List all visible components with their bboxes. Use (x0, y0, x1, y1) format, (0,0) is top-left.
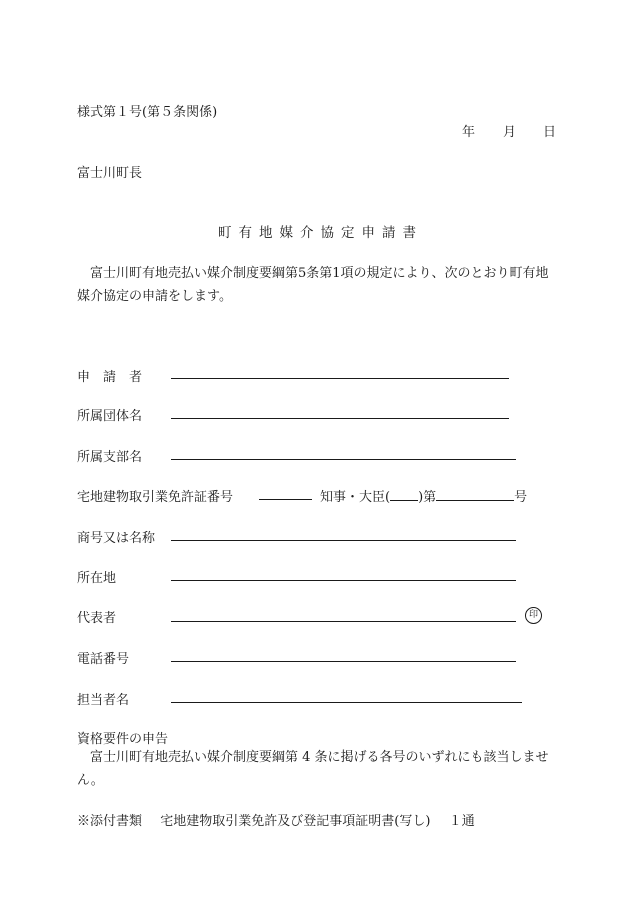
location-label: 所在地 (77, 571, 117, 586)
license-renewal-count-field[interactable] (390, 489, 418, 501)
seal-icon: 印 (525, 607, 542, 624)
document-title: 町有地媒介協定申請書 (218, 225, 423, 241)
trade-name-field[interactable] (171, 540, 516, 541)
addressee: 富士川町長 (77, 166, 143, 181)
license-number-field[interactable] (259, 499, 312, 500)
license-go-label: 号 (514, 490, 528, 505)
license-governor-minister-label: 知事・大臣( (320, 490, 391, 505)
organization-field[interactable] (171, 418, 509, 419)
attachment-text: 宅地建物取引業免許及び登記事項証明書(写し) (160, 814, 431, 829)
license-dai-label: )第 (418, 490, 437, 505)
attachment-count: １通 (448, 814, 475, 829)
phone-label: 電話番号 (77, 652, 130, 667)
license-registration-number-field[interactable] (436, 489, 514, 501)
license-authority-row (320, 486, 527, 505)
branch-field[interactable] (171, 459, 516, 460)
attachment-label: ※添付書類 (77, 814, 143, 829)
location-field[interactable] (171, 580, 516, 581)
attachment-row (77, 810, 475, 829)
applicant-label: 申 請 者 (77, 370, 143, 385)
qualification-heading: 資格要件の申告 (77, 732, 169, 747)
trade-name-label: 商号又は名称 (77, 531, 156, 546)
representative-field[interactable] (171, 621, 516, 622)
phone-field[interactable] (171, 661, 516, 662)
date-day-label: 日 (543, 125, 557, 140)
qualification-text: 富士川町有地売払い媒介制度要綱第 4 条に掲げる各号のいずれにも該当しません。 (77, 750, 549, 788)
form-number: 様式第１号(第５条関係) (77, 105, 218, 120)
representative-label: 代表者 (77, 611, 117, 626)
organization-label: 所属団体名 (77, 409, 143, 424)
contact-person-label: 担当者名 (77, 693, 130, 708)
date-year-label: 年 (462, 125, 476, 140)
license-label: 宅地建物取引業免許証番号 (77, 490, 234, 505)
applicant-field[interactable] (171, 378, 509, 379)
date-month-label: 月 (503, 125, 517, 140)
branch-label: 所属支部名 (77, 450, 143, 465)
intro-paragraph: 富士川町有地売払い媒介制度要綱第5条第1項の規定により、次のとおり町有地媒介協定の申請をします。 (77, 266, 549, 304)
contact-person-field[interactable] (171, 702, 522, 703)
